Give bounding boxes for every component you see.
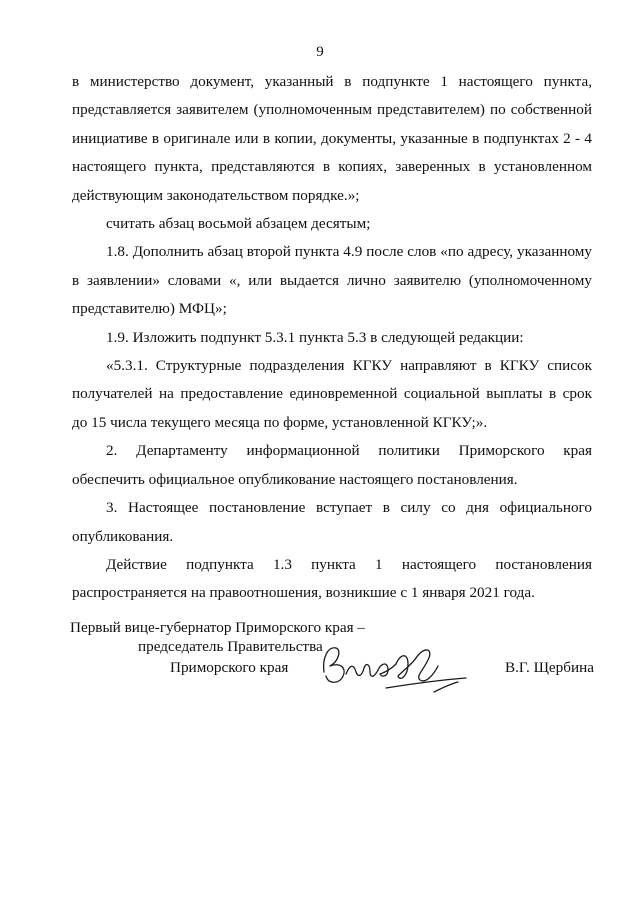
- document-body: [72, 68, 592, 608]
- signatory-title-line3: Приморского края: [170, 659, 289, 676]
- paragraph-continuation: в министерство документ, указанный в подпункте 1 настоящего пункта, представляется заявителем (уполномоченным представителем) по собственной инициативе в оригинале или в копии, документы, указанные в подпунктах 2 - 4 настоящего пункта, представляются в копиях, заверенных в установленном действующим законодательством порядке.»;: [72, 73, 592, 204]
- paragraph-abzac: считать абзац восьмой абзацем десятым;: [106, 215, 371, 233]
- signatory-title-line2: председатель Правительства: [138, 638, 323, 655]
- paragraph-1-9: 1.9. Изложить подпункт 5.3.1 пункта 5.3 в следующей редакции:: [106, 328, 524, 346]
- paragraph-2: 2. Департаменту информационной политики Приморского края обеспечить официальное опубликование настоящего постановления.: [72, 442, 592, 488]
- handwritten-signature: [316, 634, 476, 704]
- paragraph-3: 3. Настоящее постановление вступает в силу со дня официального опубликования.: [72, 499, 592, 545]
- signatory-name: В.Г. Щербина: [505, 659, 594, 676]
- signatory-title-line1: Первый вице-губернатор Приморского края –: [70, 619, 365, 636]
- paragraph-1-8: 1.8. Дополнить абзац второй пункта 4.9 после слов «по адресу, указанному в заявлении» словами «, или выдается лично заявителю (уполномоченному представителю) МФЦ»;: [72, 243, 592, 318]
- page-number: 9: [316, 44, 324, 60]
- paragraph-5-3-1: «5.3.1. Структурные подразделения КГКУ направляют в КГКУ список получателей на предоставление единовременной социальной выплаты в срок до 15 числа текущего месяца по форме, установленной КГКУ;».: [72, 357, 592, 431]
- paragraph-effect: Действие подпункта 1.3 пункта 1 настоящего постановления распространяется на правоотношения, возникшие с 1 января 2021 года.: [72, 555, 592, 602]
